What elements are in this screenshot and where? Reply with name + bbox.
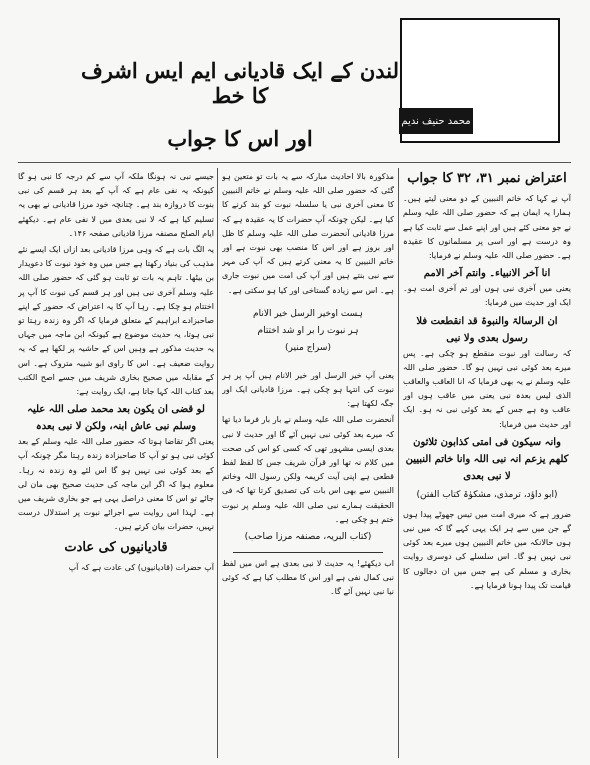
paragraph: آپ نے کہا کہ خاتم النبیین کے دو معنی لیتے ہیں۔ ہمارا یہ ایمان ہے کہ حضور صلی اللہ علیہ وسلم نے جو معنی کئے ہیں اور اپنے عمل سے ثابت کیا ہے وہ درست ہے اور اسی پر مسلمانوں کا عقیدہ ہے۔ حضور صلی اللہ علیہ وسلم نے فرمایا: xyxy=(403,194,571,261)
persian-couplet xyxy=(222,306,394,357)
couplet-line: ہست اوخیر الرسل خیر الانام xyxy=(253,308,363,319)
header-divider xyxy=(18,162,571,163)
paragraph: اب دیکھئے! یہ حدیث لا نبی بعدی ہے اس میں لفظ نبی کمال نفی ہے اور اس کا مطلب کیا ہے کہ کوئی نیا نبی نہیں آئے گا۔ xyxy=(222,559,394,597)
middle-column xyxy=(222,170,394,760)
couplet-line: ہر نبوت را بر او شد اختتام xyxy=(257,325,359,336)
paragraph: یہ الگ بات ہے کہ وہی مرزا قادیانی بعد ازاں ایک ایسے نئے مذہب کی بنیاد رکھتا ہے جس میں وہ خود نبوت کا دعویدار بن بیٹھا۔ تاہم یہ بات تو ثابت ہو گئی کہ حضور صلی اللہ علیہ وسلم آخری نبی ہیں اور ہر قسم کی نبوت کا آپ پر اختتام ہو چکا ہے۔ رہا آپ کا یہ اعتراض کہ حضور کے اپنے صاحبزادے ابراہیم کے متعلق فرمایا کہ اگر وہ زندہ رہتا تو نبی ہوتا، یہ حدیث موضوع ہے کیونکہ ابن ماجہ میں جہاں یہ حدیث مذکور ہے وہیں اس کے حاشیہ پر لکھا ہے کہ یہ روایت ضعیف ہے۔ اس کا راوی ابو شیبہ متروک ہے۔ اس کے مقابلہ میں صحیح بخاری شریف میں جسے اصح الکتب بعد کتاب اللہ کہا جاتا ہے، ایک روایت ہے: xyxy=(18,245,214,397)
couplet-source: (سراج منیر) xyxy=(285,342,331,353)
quoted-passage: آنحضرت صلی اللہ علیہ وسلم نے بار بار فرما دیا تھا کہ میرے بعد کوئی نبی نہیں آئے گا اور حدیث لا نبی بعدی ایسی مشہور تھی کہ کسی کو اس کی صحت میں کلام نہ تھا اور قرآن شریف جس کا لفظ لفظ قطعی ہے اپنی آیت کریمہ ولکن رسول اللہ وخاتم النبیین سے بھی اس بات کی تصدیق کرتا تھا کہ فی الحقیقت ہمارے نبی صلی اللہ علیہ وسلم پر نبوت ختم ہو چکی ہے۔ xyxy=(222,415,394,524)
paragraph: یعنی اگر تقاضا ہوتا کہ حضور صلی اللہ علیہ وسلم کے بعد کوئی نبی ہو تو آپ کا صاحبزادہ زندہ رہتا مگر چونکہ آپ کے بعد کوئی نبی نہیں ہو گا اس لئے وہ زندہ نہ رہا۔ معلوم ہوا کہ اگر ابن ماجہ کی حدیث صحیح بھی مان لی جائے تو اس کا معنی دراصل یہی ہے جو بخاری شریف میں ہے۔ لہذا اس روایت سے اجرائے نبوت پر استدلال درست نہیں، حضرات بیان کرتے ہیں۔ xyxy=(18,437,214,532)
paragraph: آپ حضرات (قادیانیوں) کی عادت ہے کہ آپ xyxy=(68,562,214,572)
divider-line xyxy=(233,552,383,553)
article-subtitle: اور اس کا جواب xyxy=(167,126,313,151)
hadith-citation: (ابو داؤد، ترمذی، مشکوٰۃ کتاب الفتن) xyxy=(416,489,558,500)
arabic-hadith: انا آخر الانبیاء۔ وانتم آخر الامم xyxy=(423,268,551,280)
left-column xyxy=(18,170,214,760)
right-column xyxy=(403,170,571,760)
paragraph: کہ رسالت اور نبوت منقطع ہو چکی ہے۔ پس میرے بعد کوئی نبی نہیں ہو گا۔ حضور صلی اللہ علیہ وسلم نے یہ بھی فرمایا کہ انا العاقب والعاقب الذی لیس بعدہ نبی یعنی میں عاقب ہوں اور عاقب وہ ہے جس کے بعد کوئی نبی نہ ہو۔ ایک اور حدیث میں فرمایا: xyxy=(403,348,571,429)
arabic-hadith: ان الرسالۃ والنبوۃ قد انقطعت فلا رسول بعدی ولا نبی xyxy=(416,315,558,344)
paragraph: مذکورہ بالا احادیث مبارکہ سے یہ بات تو متعین ہو گئی کہ حضور صلی اللہ علیہ وسلم نے خاتم النبیین کا معنی آخری نبی یا سلسلہ نبوت کو بند کرنے کا کیا ہے۔ لیکن چونکہ آپ حضرات کا یہ عقیدہ ہے کہ مرزا قادیانی آنحضرت صلی اللہ علیہ وسلم کا ظل اور بروز ہے اور اس کا منصب بھی نبوت ہے اور خاتم النبیین کا یہ معنی کرتے ہیں کہ آپ کی مہر سے نبی بنتے ہیں اور آپ کی امت میں نبوت جاری ہے۔ اس سے زیادہ گستاخی اور کیا ہو سکتی ہے۔ xyxy=(222,172,394,295)
article-title: لندن کے ایک قادیانی ایم ایس اشرف کا خط xyxy=(80,58,400,108)
paragraph: ضرور ہے کہ میری امت میں تیس جھوٹے پیدا ہوں گے جن میں سے ہر ایک یہی کہے گا کہ میں نبی ہوں حالانکہ میں خاتم النبیین ہوں میرے بعد کوئی نبی نہیں ہو گا۔ اس سلسلے کی دوسری روایت بخاری و مسلم کی ہے جس میں ان دجالوں کا قیامت تک پیدا ہونا فرمایا ہے۔ xyxy=(403,509,571,590)
section-heading: قادیانیوں کی عادت xyxy=(64,539,168,555)
right-column-heading: اعتراض نمبر ۳۱، ۳۲ کا جواب xyxy=(407,171,567,186)
quote-source: (کتاب البریہ، مصنفہ مرزا صاحب) xyxy=(244,532,372,543)
paragraph: یعنی آپ خیر الرسل اور خیر الانام ہیں آپ پر ہر نبوت کی انتہا ہو چکی ہے۔ مرزا قادیانی ایک اور جگہ لکھتا ہے: xyxy=(222,370,394,409)
column-divider-right xyxy=(398,168,399,758)
author-byline: محمد حنیف ندیم xyxy=(399,108,473,134)
arabic-hadith: وانہ سیکون فی امتی کذابون ثلاثون کلھم یزعم انہ نبی اللہ وانا خاتم النبیین لا نبی بعدی xyxy=(405,436,569,482)
arabic-hadith: لو قضی ان یکون بعد محمد صلی اللہ علیہ وسلم نبی عاش ابنہ، ولکن لا نبی بعدہ xyxy=(27,404,205,433)
paragraph: یعنی میں آخری نبی ہوں اور تم آخری امت ہو۔ ایک اور حدیث میں فرمایا: xyxy=(403,284,571,308)
paragraph: جیسے نبی نہ ہونگا ملکہ آپ سے کم درجہ کا نبی ہو گا کیونکہ یہ نفی عام ہے کہ آپ کے بعد ہر قسم کی نبی بنوت کا دروازہ بند ہے۔ چنانچہ خود مرزا قادیانی نے بھی یہ تسلیم کیا ہے کہ لا نبی بعدی میں لا نفی عام ہے۔ دیکھئے ایام الصلح مصنفہ مرزا قادیانی صفحہ ۱۴۶۔ xyxy=(18,172,214,238)
column-divider-left xyxy=(217,168,218,758)
article-title-block xyxy=(80,50,400,150)
